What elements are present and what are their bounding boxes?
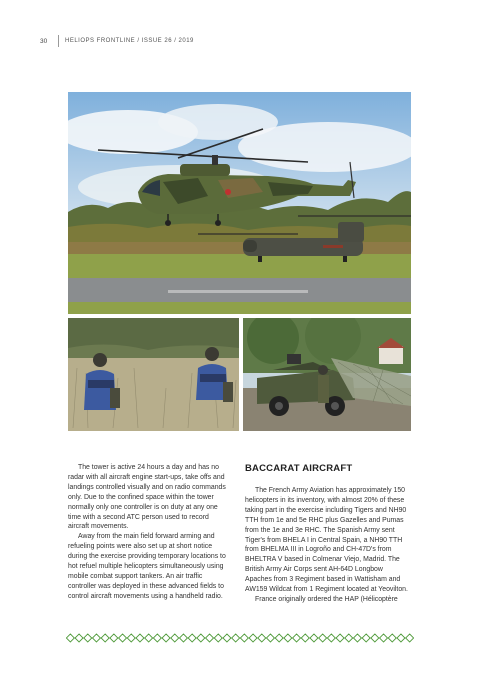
soldiers-photo	[68, 318, 239, 431]
paragraph: Away from the main field forward arming and refueling points were also set up at short notice during the exercise providing temporary locations to hot refuel multiple helicopters simultaneously using mobile combat support tankers. An air traffic controller was deployed in these advanced fields to control aircraft movements using a handheld radio.	[68, 533, 226, 600]
diamond-ornament	[232, 634, 240, 642]
diamond-ornament	[371, 634, 379, 642]
diamond-ornament	[240, 634, 248, 642]
diamond-ornament	[301, 634, 309, 642]
page-header	[40, 34, 440, 48]
diamond-ornament	[258, 634, 266, 642]
diamond-ornament	[127, 634, 135, 642]
diamond-ornament	[266, 634, 274, 642]
diamond-ornament	[92, 634, 100, 642]
diamond-ornament	[206, 634, 214, 642]
diamond-ornament	[171, 634, 179, 642]
diamond-ornament	[84, 634, 92, 642]
diamond-ornament	[162, 634, 170, 642]
diamond-ornament	[214, 634, 222, 642]
diamond-ornament	[319, 634, 327, 642]
diamond-ornament	[179, 634, 187, 642]
diamond-ornament	[388, 634, 396, 642]
diamond-ornament	[310, 634, 318, 642]
section-heading: BACCARAT AIRCRAFT	[245, 463, 353, 474]
paragraph: The French Army Aviation has approximately 150 helicopters in its inventory, with almost 20% of these taking part in the exercise including Tigers and NH90 TTH from 1e and 5e RHC plus Gazelles and Pumas from the 1e and 3e RHC. The Spanish Army sent Tiger's from BHELA I in Central Spain, a NH90 TTH from BHELMA III in Logroño and CH-47D's from BHELTRA V based in Colmenar Viejo, Madrid. The British Army Air Corps sent AH-64D Longbow Apaches from 3 Regiment based in Wattisham and AW159 Wildcat from 1 Regiment located at Yeovilton.	[245, 487, 408, 594]
paragraph: France originally ordered the HAP (Hélicoptère	[255, 595, 398, 603]
diamond-ornament	[75, 634, 83, 642]
diamond-ornament	[197, 634, 205, 642]
diamond-ornament	[362, 634, 370, 642]
diamond-ornament	[327, 634, 335, 642]
paragraph: The tower is active 24 hours a day and has no radar with all aircraft engine start-ups, take offs and landings controlled visually and on radio commands only. Due to the confined space within the tower normally only one controller is on duty at any one time with a second ATC person used to record aircraft movements.	[68, 464, 226, 531]
diamond-ornament	[136, 634, 144, 642]
diamond-ornament	[110, 634, 118, 642]
diamond-ornament	[380, 634, 388, 642]
decorative-diamond-border	[66, 633, 414, 643]
article-right-column	[245, 463, 411, 605]
diamond-ornament	[293, 634, 301, 642]
publication-title: HELIOPS FRONTLINE / ISSUE 26 / 2019	[65, 38, 194, 44]
diamond-ornament	[66, 634, 74, 642]
diamond-ornament	[101, 634, 109, 642]
armoured-vehicle-photo	[243, 318, 411, 431]
article-left-column	[68, 463, 230, 602]
diamond-ornament	[145, 634, 153, 642]
diamond-ornament	[397, 634, 405, 642]
diamond-ornament	[406, 634, 414, 642]
diamond-ornament	[353, 634, 361, 642]
diamond-ornament	[275, 634, 283, 642]
page-number: 30	[40, 37, 48, 45]
diamond-ornament	[119, 634, 127, 642]
diamond-ornament	[284, 634, 292, 642]
diamond-ornament	[188, 634, 196, 642]
helicopter-photo	[68, 92, 411, 314]
diamond-ornament	[223, 634, 231, 642]
diamond-ornament	[249, 634, 257, 642]
diamond-ornament	[345, 634, 353, 642]
diamond-ornament	[153, 634, 161, 642]
header-divider	[58, 35, 59, 47]
diamond-ornament	[336, 634, 344, 642]
